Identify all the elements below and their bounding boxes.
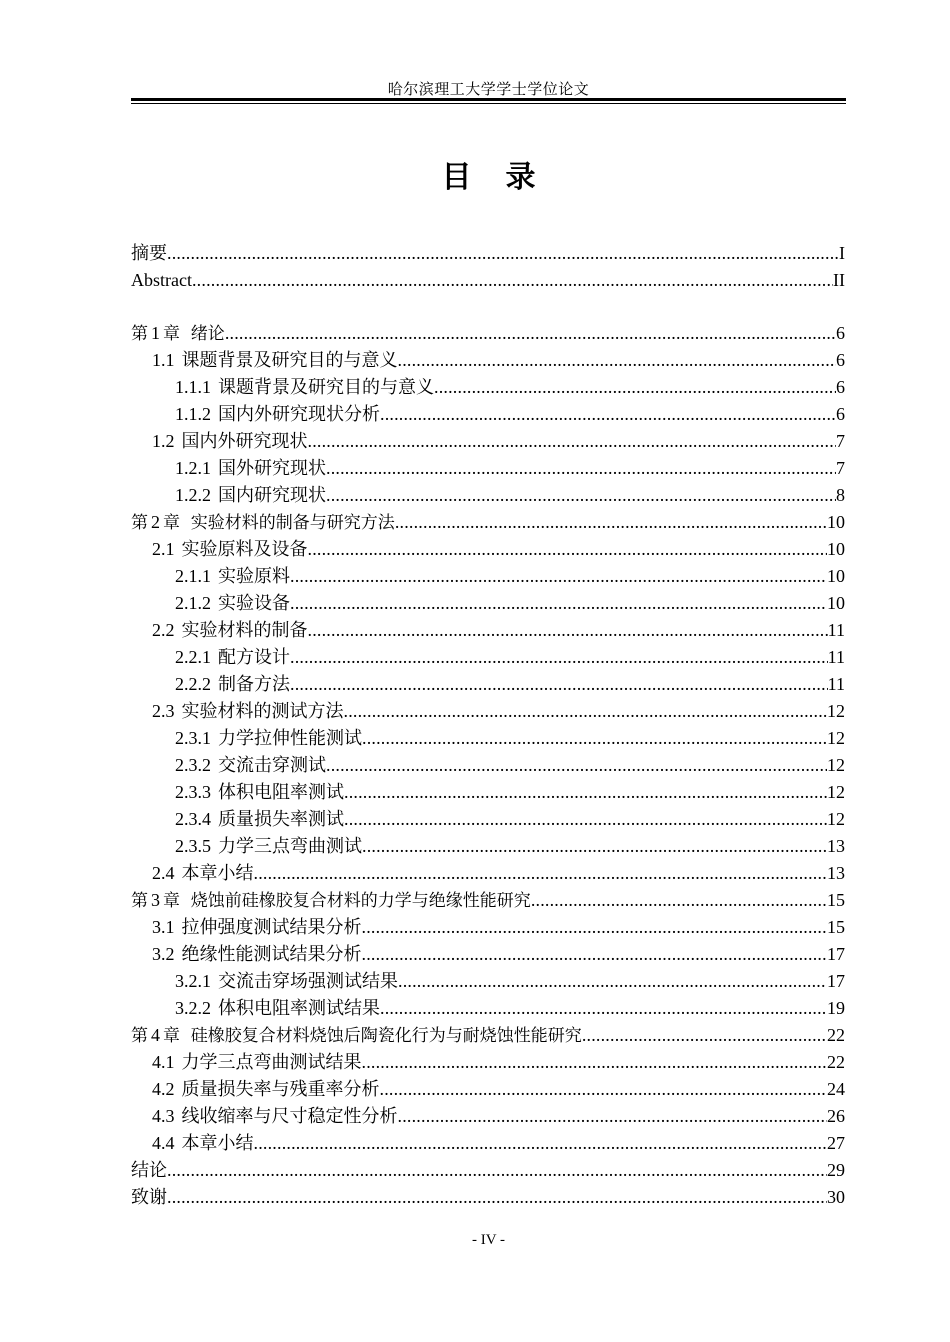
header-rule-thick — [131, 98, 846, 101]
toc-dot-leader — [167, 240, 839, 267]
toc-dot-leader — [531, 887, 827, 914]
header-rule-thin — [131, 103, 846, 104]
toc-entry-number: 2.2 — [152, 620, 175, 640]
toc-dot-leader — [225, 320, 836, 347]
toc-page-number: 10 — [827, 593, 845, 613]
toc-page-number: 12 — [827, 728, 845, 748]
toc-entry[interactable] — [131, 482, 845, 509]
toc-dot-leader — [308, 428, 837, 455]
toc-entry-title — [175, 779, 344, 806]
toc-entry-number: 2.1.1 — [175, 566, 211, 586]
toc-entry-label: 质量损失率与残重率分析 — [181, 1079, 380, 1099]
toc-page-number: 6 — [836, 377, 845, 397]
toc-page-number: 12 — [827, 782, 845, 802]
toc-entry-number: 2.3.5 — [175, 836, 211, 856]
toc-entry-label: 致谢 — [131, 1187, 167, 1207]
toc-entry[interactable] — [131, 671, 845, 698]
toc-page-number: 12 — [827, 701, 845, 721]
toc-entry-label: 交流击穿测试 — [218, 755, 326, 775]
toc-entry-label: 章 实验材料的制备与研究方法 — [163, 513, 395, 533]
toc-page-number: 6 — [836, 323, 845, 343]
table-of-contents — [131, 240, 845, 1211]
toc-entry[interactable] — [131, 1184, 845, 1211]
toc-entry[interactable] — [131, 240, 845, 267]
toc-page-number: 26 — [827, 1106, 845, 1126]
toc-entry[interactable] — [131, 617, 845, 644]
toc-entry-number: 1.1.2 — [175, 404, 211, 424]
toc-entry[interactable] — [131, 644, 845, 671]
toc-entry[interactable] — [131, 860, 845, 887]
toc-page-number: 10 — [827, 512, 845, 532]
toc-entry-number: 2.4 — [152, 863, 175, 883]
toc-dot-leader — [362, 1049, 828, 1076]
toc-page-number: 11 — [827, 620, 845, 640]
toc-entry-title — [152, 698, 344, 725]
page-title — [131, 152, 846, 196]
page-number: - IV - — [471, 1232, 506, 1248]
toc-entry-title — [131, 240, 167, 267]
toc-dot-leader — [395, 509, 827, 536]
toc-entry-label: 国内外研究现状分析 — [218, 404, 380, 424]
toc-entry-number: 4 — [151, 1025, 160, 1045]
toc-entry-label: 绝缘性能测试结果分析 — [181, 944, 362, 964]
toc-entry-title — [131, 509, 395, 537]
toc-entry-title — [152, 941, 362, 968]
toc-entry-number: 3.2.1 — [175, 971, 211, 991]
toc-entry[interactable] — [131, 725, 845, 752]
toc-dot-leader — [254, 860, 828, 887]
toc-entry-number: 4.2 — [152, 1079, 175, 1099]
toc-entry-title — [131, 1022, 582, 1050]
toc-entry[interactable] — [131, 374, 845, 401]
toc-entry[interactable] — [131, 428, 845, 455]
toc-page-number: 7 — [836, 431, 845, 451]
toc-dot-leader — [308, 536, 828, 563]
toc-entry-title — [175, 725, 362, 752]
toc-page-number: 17 — [827, 971, 845, 991]
toc-entry-title — [131, 1184, 167, 1211]
toc-page-number: 12 — [827, 755, 845, 775]
toc-entry-number: 2.3.4 — [175, 809, 211, 829]
toc-page-number: 11 — [827, 674, 845, 694]
toc-page-number: 11 — [827, 647, 845, 667]
title-char-2: 录 — [505, 160, 536, 195]
toc-dot-leader — [290, 644, 828, 671]
toc-entry-title — [175, 752, 326, 779]
toc-entry[interactable] — [131, 509, 845, 536]
toc-entry-label: 力学三点弯曲测试 — [218, 836, 362, 856]
toc-page-number: 6 — [836, 404, 845, 424]
toc-page-number: 15 — [827, 890, 845, 910]
toc-entry-label: 章 硅橡胶复合材料烧蚀后陶瓷化行为与耐烧蚀性能研究 — [163, 1026, 582, 1046]
toc-entry-label: 实验设备 — [218, 593, 290, 613]
toc-entry[interactable] — [131, 995, 845, 1022]
toc-entry-number: 2.2.2 — [175, 674, 211, 694]
toc-entry-label: 实验材料的测试方法 — [181, 701, 344, 721]
toc-entry-number: 3 — [151, 890, 160, 910]
toc-entry[interactable] — [131, 590, 845, 617]
toc-dot-leader — [362, 914, 828, 941]
toc-dot-leader — [326, 482, 836, 509]
toc-entry-title — [152, 860, 254, 887]
toc-entry-number: 2.3.2 — [175, 755, 211, 775]
toc-entry[interactable] — [131, 833, 845, 860]
toc-entry-number: 3.2 — [152, 944, 175, 964]
toc-entry-title — [175, 563, 290, 590]
toc-page-number: 7 — [836, 458, 845, 478]
toc-entry-title — [152, 1049, 362, 1076]
toc-entry-number: 2.3.1 — [175, 728, 211, 748]
toc-entry-title — [152, 1076, 380, 1103]
running-header: 哈尔滨理工大学学士学位论文 — [387, 82, 590, 98]
toc-entry[interactable] — [131, 752, 845, 779]
toc-entry-number: 1.2.1 — [175, 458, 211, 478]
toc-entry[interactable] — [131, 1103, 845, 1130]
toc-entry-title — [175, 455, 326, 482]
toc-entry-title — [175, 644, 290, 671]
toc-entry[interactable] — [131, 914, 845, 941]
toc-entry-number: 1.1.1 — [175, 377, 211, 397]
toc-entry-title — [175, 401, 380, 428]
toc-entry-label: 体积电阻率测试结果 — [218, 998, 380, 1018]
toc-entry[interactable] — [131, 401, 845, 428]
toc-entry-label: 实验材料的制备 — [181, 620, 308, 640]
toc-entry-title — [131, 1157, 167, 1184]
toc-entry[interactable] — [131, 1049, 845, 1076]
toc-dot-leader — [380, 401, 836, 428]
toc-entry-title — [175, 806, 344, 833]
toc-dot-leader — [398, 1103, 828, 1130]
toc-entry-number: 4.1 — [152, 1052, 175, 1072]
toc-entry-label: 实验原料 — [218, 566, 290, 586]
toc-entry-title — [152, 617, 308, 644]
toc-entry-title — [175, 671, 290, 698]
toc-entry-label: 力学三点弯曲测试结果 — [181, 1052, 362, 1072]
toc-entry-label: 章 烧蚀前硅橡胶复合材料的力学与绝缘性能研究 — [163, 891, 531, 911]
toc-entry[interactable] — [131, 1130, 845, 1157]
toc-page-number: 17 — [827, 944, 845, 964]
toc-entry-title — [152, 428, 308, 455]
toc-entry[interactable] — [131, 536, 845, 563]
toc-page-number: 24 — [827, 1079, 845, 1099]
toc-entry[interactable] — [131, 698, 845, 725]
toc-page-number: 8 — [836, 485, 845, 505]
toc-entry-label: 本章小结 — [181, 1133, 254, 1153]
toc-entry-number: 1.2.2 — [175, 485, 211, 505]
toc-dot-leader — [344, 779, 827, 806]
toc-entry-label: 力学拉伸性能测试 — [218, 728, 362, 748]
toc-chapter-prefix: 第 — [131, 324, 148, 344]
toc-entry-title — [152, 347, 398, 374]
toc-dot-leader — [582, 1022, 827, 1049]
toc-entry[interactable] — [131, 887, 845, 914]
toc-entry[interactable] — [131, 563, 845, 590]
toc-entry-label: Abstract — [131, 270, 192, 290]
toc-entry[interactable] — [131, 267, 845, 294]
title-char-1: 目 — [441, 160, 472, 195]
toc-entry-label: 课题背景及研究目的与意义 — [181, 350, 398, 370]
toc-entry-number: 3.1 — [152, 917, 175, 937]
toc-dot-leader — [380, 995, 827, 1022]
toc-dot-leader — [290, 590, 827, 617]
toc-page-number: 13 — [827, 836, 845, 856]
toc-dot-leader — [362, 833, 827, 860]
toc-entry-title — [152, 1130, 254, 1157]
toc-page-number: 10 — [827, 566, 845, 586]
toc-entry[interactable] — [131, 941, 845, 968]
toc-entry-label: 国外研究现状 — [218, 458, 326, 478]
toc-dot-leader — [380, 1076, 828, 1103]
toc-dot-leader — [290, 563, 827, 590]
toc-dot-leader — [344, 698, 828, 725]
toc-entry[interactable] — [131, 320, 845, 347]
toc-dot-leader — [308, 617, 828, 644]
toc-page-number: 10 — [827, 539, 845, 559]
toc-entry-number: 2.1.2 — [175, 593, 211, 613]
toc-entry-title — [131, 887, 531, 915]
toc-entry-label: 课题背景及研究目的与意义 — [218, 377, 434, 397]
toc-entry-title — [175, 995, 380, 1022]
toc-entry-label: 国内研究现状 — [218, 485, 326, 505]
toc-entry[interactable] — [131, 1022, 845, 1049]
toc-entry-label: 质量损失率测试 — [218, 809, 344, 829]
toc-dot-leader — [167, 1157, 827, 1184]
toc-dot-leader — [254, 1130, 828, 1157]
toc-dot-leader — [192, 267, 833, 294]
toc-entry-label: 体积电阻率测试 — [218, 782, 344, 802]
toc-entry-title — [175, 482, 326, 509]
toc-entry-number: 2.2.1 — [175, 647, 211, 667]
toc-entry-title — [175, 374, 434, 401]
toc-entry-number: 2 — [151, 512, 160, 532]
toc-dot-leader — [398, 968, 827, 995]
toc-entry-title — [175, 833, 362, 860]
toc-dot-leader — [362, 941, 828, 968]
toc-entry-number: 1 — [151, 323, 160, 343]
toc-entry[interactable] — [131, 968, 845, 995]
toc-entry-label: 章 绪论 — [163, 324, 225, 344]
toc-entry-label: 本章小结 — [181, 863, 254, 883]
toc-entry-label: 拉伸强度测试结果分析 — [181, 917, 362, 937]
toc-entry-label: 实验原料及设备 — [181, 539, 308, 559]
toc-entry-title — [152, 536, 308, 563]
toc-entry-title — [175, 590, 290, 617]
toc-entry[interactable] — [131, 455, 845, 482]
toc-entry-number: 4.4 — [152, 1133, 175, 1153]
toc-dot-leader — [344, 806, 827, 833]
toc-entry-label: 摘要 — [131, 243, 167, 263]
toc-chapter-prefix: 第 — [131, 513, 148, 533]
toc-page-number: 29 — [827, 1160, 845, 1180]
toc-dot-leader — [167, 1184, 827, 1211]
toc-entry-label: 结论 — [131, 1160, 167, 1180]
toc-entry-label: 线收缩率与尺寸稳定性分析 — [181, 1106, 398, 1126]
toc-entry-number: 2.3 — [152, 701, 175, 721]
toc-dot-leader — [434, 374, 836, 401]
toc-page-number: 6 — [836, 350, 845, 370]
toc-entry-number: 3.2.2 — [175, 998, 211, 1018]
toc-chapter-prefix: 第 — [131, 1026, 148, 1046]
toc-entry-title — [152, 1103, 398, 1130]
toc-entry-label: 国内外研究现状 — [181, 431, 308, 451]
toc-page-number: II — [833, 270, 845, 290]
toc-page-number: 19 — [827, 998, 845, 1018]
toc-chapter-prefix: 第 — [131, 891, 148, 911]
toc-entry-title — [152, 914, 362, 941]
toc-dot-leader — [326, 455, 836, 482]
toc-entry-title — [131, 320, 225, 348]
toc-entry[interactable] — [131, 1076, 845, 1103]
toc-entry-title — [131, 267, 192, 294]
toc-entry-label: 交流击穿场强测试结果 — [218, 971, 398, 991]
toc-entry[interactable] — [131, 1157, 845, 1184]
toc-entry[interactable] — [131, 806, 845, 833]
toc-dot-leader — [326, 752, 827, 779]
toc-entry-number: 1.1 — [152, 350, 175, 370]
toc-page-number: 15 — [827, 917, 845, 937]
toc-dot-leader — [362, 725, 827, 752]
toc-entry-number: 2.3.3 — [175, 782, 211, 802]
toc-entry-label: 制备方法 — [218, 674, 290, 694]
toc-entry[interactable] — [131, 347, 845, 374]
toc-entry-number: 2.1 — [152, 539, 175, 559]
toc-entry-title — [175, 968, 398, 995]
toc-page-number: 27 — [827, 1133, 845, 1153]
toc-page-number: 13 — [827, 863, 845, 883]
toc-page-number: 22 — [827, 1025, 845, 1045]
toc-page-number: 12 — [827, 809, 845, 829]
toc-entry-number: 4.3 — [152, 1106, 175, 1126]
toc-page-number: I — [839, 243, 845, 263]
toc-dot-leader — [290, 671, 828, 698]
toc-page-number: 22 — [827, 1052, 845, 1072]
toc-entry[interactable] — [131, 779, 845, 806]
toc-dot-leader — [398, 347, 837, 374]
toc-entry-number: 1.2 — [152, 431, 175, 451]
toc-page-number: 30 — [827, 1187, 845, 1207]
toc-entry-label: 配方设计 — [218, 647, 290, 667]
